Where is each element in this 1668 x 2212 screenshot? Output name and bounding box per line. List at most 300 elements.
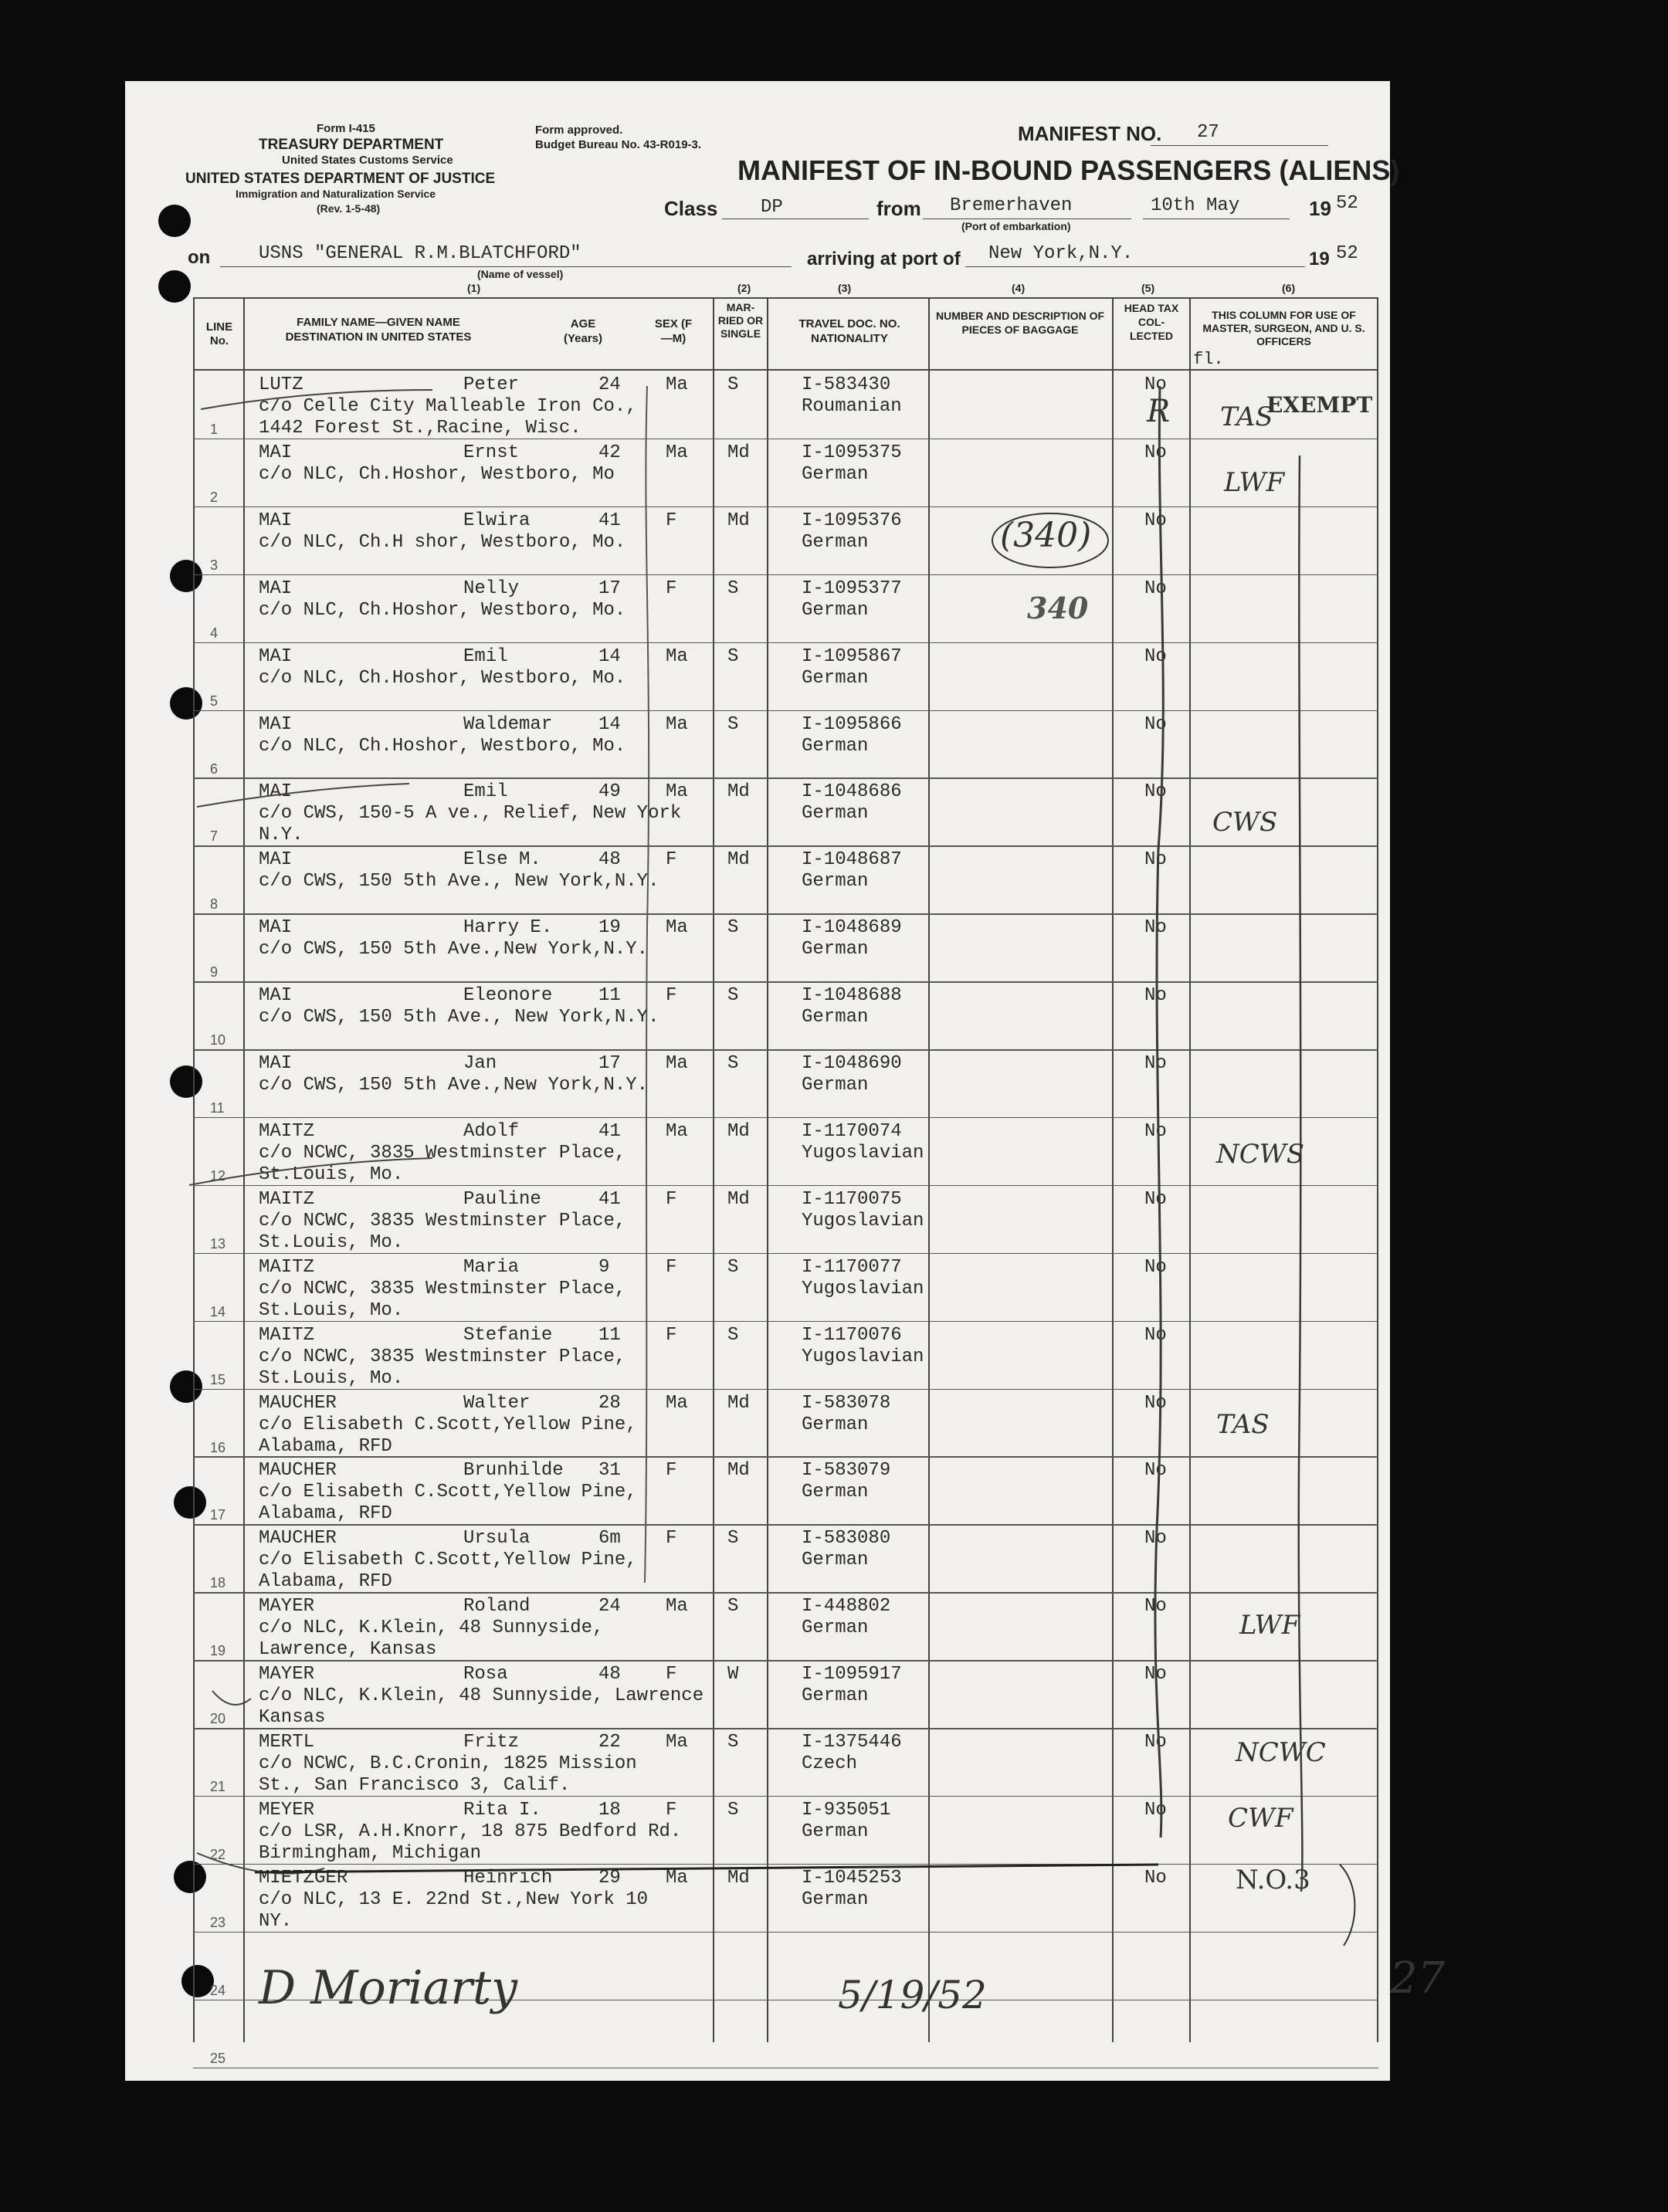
sex: Ma — [666, 374, 688, 395]
age: 6m — [598, 1528, 621, 1550]
line-number: 14 — [210, 1303, 226, 1319]
travel-doc-no: I-1170076 — [802, 1324, 902, 1346]
nationality: Roumanian — [802, 396, 902, 417]
travel-doc-no: I-1095867 — [802, 645, 902, 667]
baggage-annotation-1: (340) — [1000, 516, 1092, 555]
nationality: German — [802, 1888, 869, 1910]
line-number: 18 — [210, 1575, 226, 1591]
given-name: Fritz — [463, 1732, 520, 1753]
destination-line-2: NY. — [259, 1910, 293, 1932]
marital-status: Md — [727, 1392, 750, 1414]
line-number: 7 — [210, 828, 219, 845]
nationality: German — [802, 1482, 869, 1503]
page-number: 27 — [1390, 1953, 1446, 2004]
column-number: (1) — [467, 282, 481, 294]
travel-doc-no: I-935051 — [802, 1799, 891, 1821]
age: 29 — [598, 1867, 621, 1888]
destination-line-2: Alabama, RFD — [259, 1571, 392, 1593]
nationality: German — [802, 1550, 869, 1571]
nationality: German — [802, 871, 869, 893]
sex: Ma — [666, 781, 688, 803]
line-number: 5 — [210, 693, 219, 709]
family-name: MAITZ — [259, 1256, 315, 1278]
family-name: MAITZ — [259, 1120, 315, 1142]
family-name: MAYER — [259, 1596, 315, 1618]
family-name: MAI — [259, 578, 293, 599]
sex: Ma — [666, 1392, 688, 1414]
budget-bureau: Budget Bureau No. 43-R019-3. — [535, 138, 702, 151]
given-name: Ernst — [463, 442, 520, 463]
header-officers: THIS COLUMN FOR USE OF MASTER, SURGEON, AND U. S. OFFICERS — [1202, 309, 1365, 347]
sex: F — [666, 1799, 677, 1821]
on-label: on — [188, 247, 211, 268]
head-tax: No — [1144, 713, 1167, 735]
age: 24 — [598, 1596, 621, 1618]
travel-doc-no: I-1048686 — [802, 781, 902, 803]
destination-line-1: c/o NCWC, 3835 Westminster Place, — [259, 1142, 626, 1164]
line-number: 19 — [210, 1643, 226, 1659]
family-name: MAYER — [259, 1664, 315, 1685]
nationality: German — [802, 599, 869, 621]
line-number: 25 — [210, 2050, 226, 2066]
strike-line — [255, 1865, 1158, 1872]
column-number: (4) — [1012, 282, 1026, 294]
destination-line-1: c/o CWS, 150 5th Ave.,New York,N.Y. — [259, 1075, 649, 1096]
line-number: 11 — [210, 1100, 225, 1116]
age: 17 — [598, 1053, 621, 1074]
header-travel-doc: TRAVEL DOC. NO. NATIONALITY — [798, 317, 900, 345]
header-baggage: NUMBER AND DESCRIPTION OF PIECES OF BAGGAGE — [935, 310, 1105, 336]
destination-line-2: Birmingham, Michigan — [259, 1842, 482, 1864]
sex: Ma — [666, 1120, 688, 1142]
header-age: AGE (Years) — [563, 317, 603, 345]
family-name: MEYER — [259, 1799, 315, 1821]
header-sex: SEX (F—M) — [654, 317, 693, 345]
header-line-no: LINE No. — [205, 320, 233, 347]
given-name: Harry E. — [463, 917, 553, 939]
given-name: Else M. — [463, 849, 541, 871]
age: 48 — [598, 849, 621, 871]
line-number: 4 — [210, 625, 219, 641]
tax-check-line — [1155, 386, 1163, 1838]
given-name: Nelly — [463, 578, 520, 599]
nationality: German — [802, 1821, 869, 1842]
marital-status: S — [727, 917, 739, 939]
given-name: Elwira — [463, 510, 531, 531]
travel-doc-no: I-1095376 — [802, 510, 902, 531]
marital-status: S — [727, 713, 739, 735]
arrival-port: New York,N.Y. — [988, 243, 1134, 264]
manifest-no-value: 27 — [1197, 122, 1219, 143]
age: 28 — [598, 1392, 621, 1414]
head-tax: No — [1144, 1392, 1167, 1414]
given-name: Peter — [463, 374, 520, 395]
travel-doc-no: I-1048687 — [802, 849, 902, 871]
head-tax: No — [1144, 1324, 1167, 1346]
given-name: Maria — [463, 1256, 520, 1278]
treasury-dept: TREASURY DEPARTMENT — [259, 137, 444, 153]
travel-doc-no: I-1095377 — [802, 578, 902, 599]
sex: F — [666, 985, 677, 1007]
given-name: Roland — [463, 1596, 531, 1618]
marital-status: S — [727, 1528, 739, 1550]
header-head-tax: HEAD TAX COL- LECTED — [1124, 302, 1179, 342]
marital-status: S — [727, 578, 739, 599]
age: 14 — [598, 713, 621, 735]
age: 42 — [598, 442, 621, 463]
sex: Ma — [666, 442, 688, 463]
sex-check-line — [645, 386, 649, 1583]
travel-doc-no: I-583078 — [802, 1392, 891, 1414]
given-name: Pauline — [463, 1188, 541, 1210]
line-number: 9 — [210, 964, 219, 981]
head-tax: No — [1144, 1188, 1167, 1210]
family-name: MAITZ — [259, 1188, 315, 1210]
baggage-annotation-2: 340 — [1027, 591, 1089, 625]
destination-line-1: c/o LSR, A.H.Knorr, 18 875 Bedford Rd. — [259, 1821, 682, 1842]
row-check-mark — [201, 390, 432, 409]
marital-status: S — [727, 1799, 739, 1821]
given-name: Eleonore — [463, 985, 553, 1007]
destination-line-1: c/o NLC, Ch.H shor, Westboro, Mo. — [259, 531, 626, 553]
destination-line-1: c/o CWS, 150-5 A ve., Relief, New York — [259, 803, 682, 825]
marital-status: S — [727, 1324, 739, 1346]
given-name: Emil — [463, 781, 508, 803]
head-tax: No — [1144, 1120, 1167, 1142]
immigration-service: Immigration and Naturalization Service — [236, 188, 436, 200]
destination-line-1: c/o Celle City Malleable Iron Co., — [259, 396, 637, 417]
destination-line-1: c/o NLC, Ch.Hoshor, Westboro, Mo. — [259, 735, 626, 757]
given-name: Heinrich — [463, 1867, 553, 1888]
head-tax: No — [1144, 1256, 1167, 1278]
family-name: MERTL — [259, 1732, 315, 1753]
exempt-stamp: EXEMPT — [1266, 392, 1373, 418]
destination-line-2: Alabama, RFD — [259, 1435, 392, 1457]
sex: Ma — [666, 1053, 688, 1074]
travel-doc-no: I-583080 — [802, 1528, 891, 1550]
family-name: MAI — [259, 781, 293, 803]
head-tax: No — [1144, 985, 1167, 1007]
row-check-mark — [212, 1691, 251, 1705]
age: 24 — [598, 374, 621, 395]
year-prefix-1: 19 — [1309, 197, 1331, 220]
bracket-mark — [1340, 1865, 1354, 1946]
officer-column-line — [1299, 456, 1303, 1892]
head-tax: No — [1144, 442, 1167, 463]
destination-line-2: Kansas — [259, 1707, 326, 1729]
nationality: German — [802, 1075, 869, 1096]
year-prefix-2: 19 — [1309, 249, 1330, 269]
family-name: MAI — [259, 442, 293, 463]
given-name: Walter — [463, 1392, 531, 1414]
row-check-mark — [189, 1158, 432, 1185]
nationality: German — [802, 803, 869, 825]
officer-note: CWF — [1228, 1803, 1293, 1834]
line-number: 20 — [210, 1711, 226, 1727]
destination-line-1: c/o CWS, 150 5th Ave.,New York,N.Y. — [259, 939, 649, 960]
sex: Ma — [666, 1596, 688, 1618]
age: 19 — [598, 917, 621, 939]
destination-line-1: c/o NLC, Ch.Hoshor, Westboro, Mo — [259, 463, 615, 485]
vessel-note: (Name of vessel) — [477, 268, 564, 280]
head-tax: No — [1144, 781, 1167, 803]
line-number: 6 — [210, 760, 219, 777]
nationality: Yugoslavian — [802, 1142, 924, 1164]
destination-line-2: St., San Francisco 3, Calif. — [259, 1775, 571, 1796]
travel-doc-no: I-1095917 — [802, 1664, 902, 1685]
travel-doc-no: I-1045253 — [802, 1867, 902, 1888]
revision-date: (Rev. 1-5-48) — [317, 202, 381, 215]
embarkation-port: Bremerhaven — [950, 195, 1073, 216]
family-name: MIETZGER — [259, 1867, 348, 1888]
line-number: 22 — [210, 1846, 226, 1862]
travel-doc-no: I-1048690 — [802, 1053, 902, 1074]
destination-line-2: St.Louis, Mo. — [259, 1367, 404, 1389]
marital-status: Md — [727, 1867, 750, 1888]
sex: Ma — [666, 645, 688, 667]
travel-doc-no: I-1375446 — [802, 1732, 902, 1753]
given-name: Stefanie — [463, 1324, 553, 1346]
arriving-label: arriving at port of — [807, 249, 961, 269]
age: 14 — [598, 645, 621, 667]
marital-status: S — [727, 1053, 739, 1074]
sex: Ma — [666, 713, 688, 735]
destination-line-1: c/o CWS, 150 5th Ave., New York,N.Y. — [259, 1007, 659, 1028]
sex: F — [666, 1188, 677, 1210]
given-name: Emil — [463, 645, 508, 667]
officer-note: LWF — [1239, 1610, 1300, 1641]
head-tax: No — [1144, 1460, 1167, 1482]
sex: F — [666, 1664, 677, 1685]
marital-status: Md — [727, 781, 750, 803]
port-embarkation-note: (Port of embarkation) — [961, 220, 1071, 232]
destination-line-2: St.Louis, Mo. — [259, 1299, 404, 1321]
age: 31 — [598, 1460, 621, 1482]
travel-doc-no: I-1048689 — [802, 917, 902, 939]
officer-note: N.O.3 — [1236, 1865, 1310, 1895]
nationality: German — [802, 463, 869, 485]
marital-status: S — [727, 1732, 739, 1753]
travel-doc-no: I-448802 — [802, 1596, 891, 1618]
head-tax: No — [1144, 1867, 1167, 1888]
marital-status: S — [727, 374, 739, 395]
column-number: (3) — [838, 282, 852, 294]
line-number: 2 — [210, 489, 219, 505]
column-number: (2) — [737, 282, 751, 294]
destination-line-1: c/o Elisabeth C.Scott,Yellow Pine, — [259, 1550, 637, 1571]
officer-note: NCWC — [1236, 1737, 1326, 1768]
head-tax: No — [1144, 578, 1167, 599]
family-name: MAI — [259, 510, 293, 531]
family-name: MAI — [259, 849, 293, 871]
line-number: 17 — [210, 1507, 226, 1523]
travel-doc-no: I-583430 — [802, 374, 891, 395]
nationality: German — [802, 531, 869, 553]
head-tax: No — [1144, 645, 1167, 667]
destination-line-1: c/o NLC, K.Klein, 48 Sunnyside, — [259, 1618, 604, 1639]
age: 41 — [598, 1120, 621, 1142]
given-name: Jan — [463, 1053, 497, 1074]
sex: Ma — [666, 1867, 688, 1888]
line-number: 23 — [210, 1914, 226, 1930]
destination-line-1: c/o NCWC, 3835 Westminster Place, — [259, 1210, 626, 1231]
nationality: Yugoslavian — [802, 1346, 924, 1367]
destination-line-2: N.Y. — [259, 825, 303, 846]
signature-date: 5/19/52 — [838, 1973, 987, 2017]
head-tax: No — [1144, 1799, 1167, 1821]
officer-note: CWS — [1212, 807, 1278, 838]
form-approved: Form approved. — [535, 124, 623, 137]
line-number: 12 — [210, 1167, 226, 1184]
year-2: 52 — [1336, 243, 1358, 264]
line-number: 13 — [210, 1235, 226, 1252]
from-label: from — [876, 197, 921, 220]
head-tax: No — [1144, 1596, 1167, 1618]
nationality: German — [802, 1007, 869, 1028]
line-number: 15 — [210, 1371, 226, 1387]
officer-note: TAS — [1220, 401, 1273, 432]
family-name: MAI — [259, 1053, 293, 1074]
nationality: German — [802, 1685, 869, 1707]
destination-line-1: c/o NLC, 13 E. 22nd St.,New York 10 — [259, 1888, 649, 1910]
head-tax: No — [1144, 1732, 1167, 1753]
age: 11 — [598, 985, 621, 1007]
nationality: German — [802, 1618, 869, 1639]
age: 11 — [598, 1324, 621, 1346]
line-number: 10 — [210, 1032, 226, 1048]
marital-status: Md — [727, 510, 750, 531]
nationality: Yugoslavian — [802, 1210, 924, 1231]
marital-status: Md — [727, 1120, 750, 1142]
destination-line-2: St.Louis, Mo. — [259, 1231, 404, 1253]
age: 48 — [598, 1664, 621, 1685]
head-tax: No — [1144, 849, 1167, 871]
age: 9 — [598, 1256, 610, 1278]
manifest-title: MANIFEST OF IN-BOUND PASSENGERS (ALIENS) — [737, 154, 1400, 186]
age: 49 — [598, 781, 621, 803]
family-name: MAI — [259, 917, 293, 939]
line-number: 8 — [210, 896, 219, 913]
marital-status: Md — [727, 1188, 750, 1210]
head-tax: No — [1144, 1664, 1167, 1685]
destination-line-1: c/o NLC, Ch.Hoshor, Westboro, Mo. — [259, 599, 626, 621]
travel-doc-no: I-1170075 — [802, 1188, 902, 1210]
sex: F — [666, 849, 677, 871]
age: 22 — [598, 1732, 621, 1753]
sex: F — [666, 1460, 677, 1482]
family-name: MAITZ — [259, 1324, 315, 1346]
destination-line-1: c/o NLC, Ch.Hoshor, Westboro, Mo. — [259, 667, 626, 689]
destination-line-1: c/o Elisabeth C.Scott,Yellow Pine, — [259, 1482, 637, 1503]
marital-status: S — [727, 1256, 739, 1278]
given-name: Adolf — [463, 1120, 520, 1142]
line-number: 21 — [210, 1779, 226, 1794]
officer-note: LWF — [1224, 467, 1285, 498]
vessel-name: USNS "GENERAL R.M.BLATCHFORD" — [259, 243, 581, 264]
sex: F — [666, 578, 677, 599]
marital-status: S — [727, 645, 739, 667]
fl-note: fl. — [1193, 350, 1224, 369]
family-name: LUTZ — [259, 374, 303, 395]
travel-doc-no: I-583079 — [802, 1460, 891, 1482]
nationality: Yugoslavian — [802, 1278, 924, 1299]
destination-line-1: c/o NCWC, B.C.Cronin, 1825 Mission — [259, 1753, 637, 1774]
marital-status: Md — [727, 1460, 750, 1482]
age: 41 — [598, 510, 621, 531]
family-name: MAUCHER — [259, 1460, 337, 1482]
marital-status: W — [727, 1664, 739, 1685]
travel-doc-no: I-1095375 — [802, 442, 902, 463]
age: 18 — [598, 1799, 621, 1821]
sex: F — [666, 1528, 677, 1550]
sex: Ma — [666, 1732, 688, 1753]
signature: D Moriarty — [259, 1961, 518, 2015]
family-name: MAI — [259, 645, 293, 667]
given-name: Waldemar — [463, 713, 553, 735]
year-1: 52 — [1336, 193, 1358, 214]
embarkation-date: 10th May — [1151, 195, 1240, 216]
sex: F — [666, 1256, 677, 1278]
form-number: Form I-415 — [317, 122, 375, 135]
given-name: Brunhilde — [463, 1460, 564, 1482]
nationality: German — [802, 735, 869, 757]
destination-line-1: c/o NLC, K.Klein, 48 Sunnyside, Lawrence — [259, 1685, 704, 1707]
nationality: German — [802, 1414, 869, 1435]
line-number: 3 — [210, 557, 219, 573]
officer-note: TAS — [1216, 1409, 1270, 1440]
class-value: DP — [761, 197, 783, 218]
sex: F — [666, 510, 677, 531]
column-number: (5) — [1141, 282, 1155, 294]
family-name: MAUCHER — [259, 1392, 337, 1414]
travel-doc-no: I-1170077 — [802, 1256, 902, 1278]
nationality: Czech — [802, 1753, 858, 1774]
destination-line-1: c/o Elisabeth C.Scott,Yellow Pine, — [259, 1414, 637, 1435]
justice-dept: UNITED STATES DEPARTMENT OF JUSTICE — [185, 171, 496, 187]
given-name: Rita I. — [463, 1799, 541, 1821]
nationality: German — [802, 939, 869, 960]
travel-doc-no: I-1095866 — [802, 713, 902, 735]
age: 41 — [598, 1188, 621, 1210]
marital-status: Md — [727, 849, 750, 871]
destination-line-1: c/o NCWC, 3835 Westminster Place, — [259, 1278, 626, 1299]
column-number: (6) — [1282, 282, 1296, 294]
destination-line-2: 1442 Forest St.,Racine, Wisc. — [259, 418, 581, 439]
manifest-no-label: MANIFEST NO. — [1018, 122, 1162, 145]
header-married: MAR- RIED OR SINGLE — [717, 301, 764, 340]
marital-status: S — [727, 1596, 739, 1618]
officer-note: NCWS — [1216, 1139, 1305, 1170]
nationality: German — [802, 667, 869, 689]
tax-r-mark: R — [1147, 394, 1171, 429]
head-tax: No — [1144, 917, 1167, 939]
travel-doc-no: I-1170074 — [802, 1120, 902, 1142]
destination-line-2: St.Louis, Mo. — [259, 1164, 404, 1185]
destination-line-1: c/o NCWC, 3835 Westminster Place, — [259, 1346, 626, 1367]
travel-doc-no: I-1048688 — [802, 985, 902, 1007]
head-tax: No — [1144, 1528, 1167, 1550]
head-tax: No — [1144, 510, 1167, 531]
row-check-mark — [197, 1853, 324, 1874]
destination-line-1: c/o CWS, 150 5th Ave., New York,N.Y. — [259, 871, 659, 893]
head-tax: No — [1144, 1053, 1167, 1074]
customs-service: United States Customs Service — [282, 154, 453, 167]
line-number: 1 — [210, 422, 219, 437]
age: 17 — [598, 578, 621, 599]
line-number: 24 — [210, 1982, 226, 1998]
family-name: MAI — [259, 713, 293, 735]
row-check-mark — [197, 784, 409, 807]
